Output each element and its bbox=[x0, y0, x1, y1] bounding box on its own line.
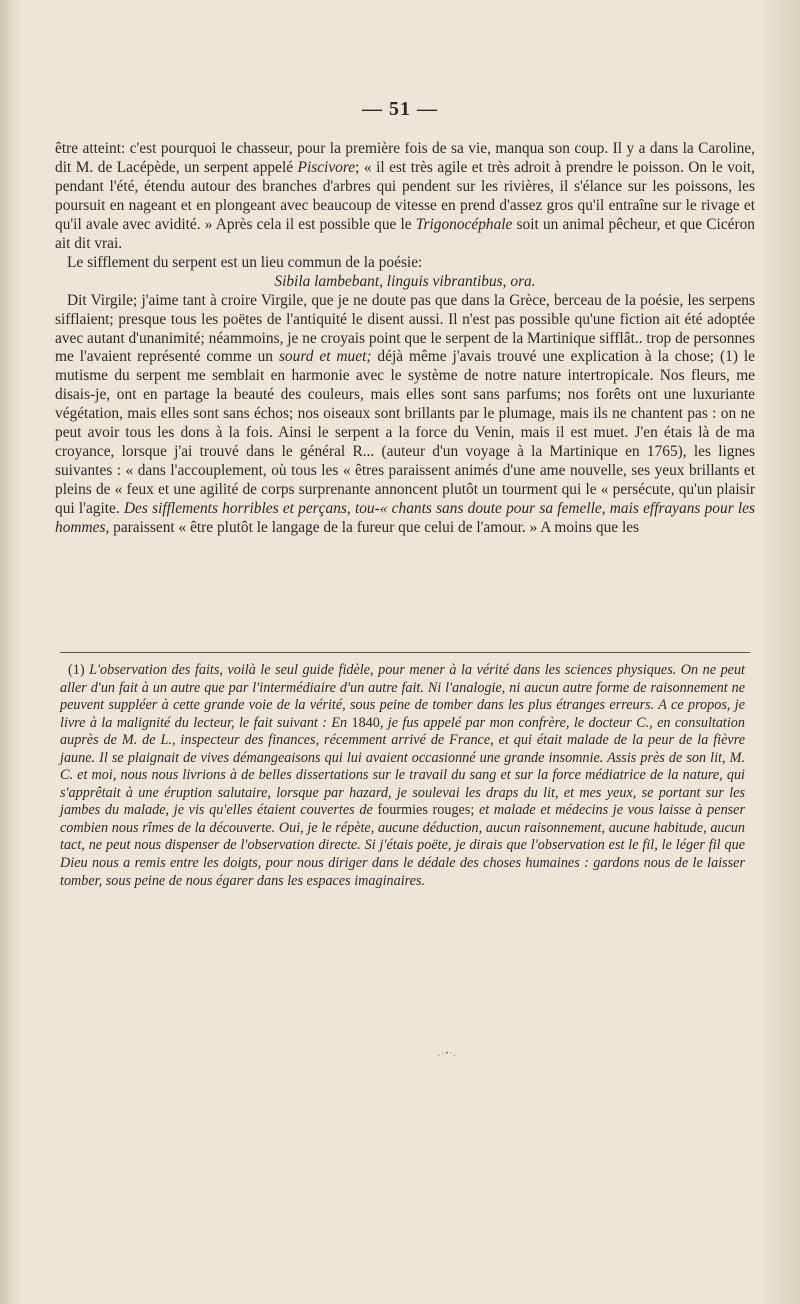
text-run: (1) bbox=[68, 662, 90, 678]
book-binding-shadow bbox=[0, 0, 22, 1304]
main-text bbox=[55, 140, 755, 538]
text-run: déjà même j'avais trouvé une explication à la chose; (1) le mutisme du serpent me semblait en harmonie avec le système de notre nature intertropicale. Nos fleurs, me disais-je, ont en partage la beauté des couleurs, mais elles sont sans parfums; nos forêts ont une luxuriante végétation, mais elles sont sans échos; nos oiseaux sont brillants par le plumage, mais ils ne chantent pas : on ne peut avoir tous les dons à la fois. Ainsi le serpent a la force du Venin, mais il est muet. J'en étais là de ma croyance, lorsque j'ai trouvé dans le général R... (auteur d'un voyage à la Martinique en 1765), les lignes suivantes : « dans l'accouplement, où tous les « êtres paraissent animés d'une ame nouvelle, ses yeux brillants et pleins de « feux et une agilité de corps surprenante annoncent plutôt un tourment qui le « persécute, qu'un plaisir qui l'agite. bbox=[55, 348, 755, 518]
footnote-separator bbox=[60, 652, 750, 653]
latin-verse: Sibila lambebant, linguis vibrantibus, ora. bbox=[274, 272, 536, 290]
text-run: Piscivore bbox=[297, 158, 356, 176]
text-run: Des sifflements horribles et perçans, tou-« chants sans doute pour sa femelle, mais effrayans pour les hommes, bbox=[55, 500, 756, 537]
text-run: 1840 bbox=[351, 714, 380, 731]
text-run: fourmies rouges; bbox=[377, 802, 475, 819]
ink-speck: .·•·. bbox=[438, 1048, 457, 1058]
text-run: et malade et médecins je vous laisse à penser combien nous rîmes de la découverte. Oui, je le répète, aucune déduction, aucun raisonnement, aucune habitude, aucun tact, ne peut nous dispenser de l'observation directe. Si j'étais poëte, je dirais que l'observation est le fil, le léger fil que Dieu nous a remis entre les doigts, pour nous diriger dans le dédale des choses humaines : gardons nous de le laisser tomber, sous peine de nous égarer dans les espaces imaginaires. bbox=[60, 802, 745, 889]
text-run: soit un animal pêcheur, et que Cicéron ait dit vrai. bbox=[55, 215, 755, 252]
text-run: paraissent « être plutôt le langage de la fureur que celui de l'amour. » A moins que les bbox=[109, 519, 640, 537]
text-run: Dit Virgile; j'aime tant à croire Virgile, que je ne doute pas que dans la Grèce, berceau de la poésie, les serpens sifflaient; presque tous les poëtes de l'antiquité le disent aussi. Il n'est pas possible qu'une fiction ait été adoptée avec autant d'unanimité; néammoins, je ne croyais point que le serpent de la Martinique sifflât.. trop de personnes me l'avaient représenté comme un bbox=[55, 291, 755, 366]
text-run: sourd et muet; bbox=[278, 348, 372, 366]
paragraph-sifflement: Le sifflement du serpent est un lieu commun de la poésie: bbox=[67, 253, 423, 271]
text-run: L'observation des faits, voilà le seul guide fidèle, pour mener à la vérité dans les sciences physiques. On ne peut aller d'un fait à un autre que par l'intermédiaire d'un autre fait. Ni l'analogie, ni aucun autre forme de raisonnement ne peuvent suppléer à cette grande voie de la vérité, sous peine de tomber dans les plus étranges erreurs. A ce propos, je livre à la malignité du lecteur, le fait suivant : En bbox=[60, 662, 746, 731]
paragraph-virgile bbox=[55, 292, 755, 538]
page-number: — 51 — bbox=[362, 98, 438, 120]
footnote bbox=[60, 662, 745, 890]
footnote-text bbox=[60, 662, 745, 890]
page-edge-shadow bbox=[760, 0, 800, 1304]
paragraph-piscivore bbox=[55, 140, 755, 254]
text-run: Trigonocéphale bbox=[415, 215, 513, 233]
text-run: être atteint: c'est pourquoi le chasseur, pour la première fois de sa vie, manqua son coup. Il y a dans la Caroline, dit M. de Lacépède, un serpent appelé bbox=[55, 140, 755, 176]
text-run: , je fus appelé par mon confrère, le docteur C., en consultation auprès de M. de L., inspecteur des finances, récemment arrivé de France, et qui était malade de la peur de la fièvre jaune. Il se plaignait de vives démangeaisons qui lui avaient occasionné une grande insomnie. Assis près de son lit, M. C. et moi, nous nous livrions à de belles dissertations sur le travail du sang et sur la force médiatrice de la nature, qui s'apprêtait à une éruption salutaire, lorsque par hazard, je soulevai les draps du lit, et mes yeux, se portant sur les jambes du malade, je vis qu'elles étaient couvertes de bbox=[60, 714, 745, 819]
text-run: ; « il est très agile et très adroit à prendre le poisson. On le voit, pendant l'été, étendu autour des branches d'arbres qui pendent sur les rivières, il s'élance sur les poissons, les poursuit en nageant et en plongeant avec beaucoup de vitesse en prend d'assez gros qu'il entraîne sur le rivage et qu'il avale avec avidité. » Après cela il est possible que le bbox=[55, 158, 755, 233]
